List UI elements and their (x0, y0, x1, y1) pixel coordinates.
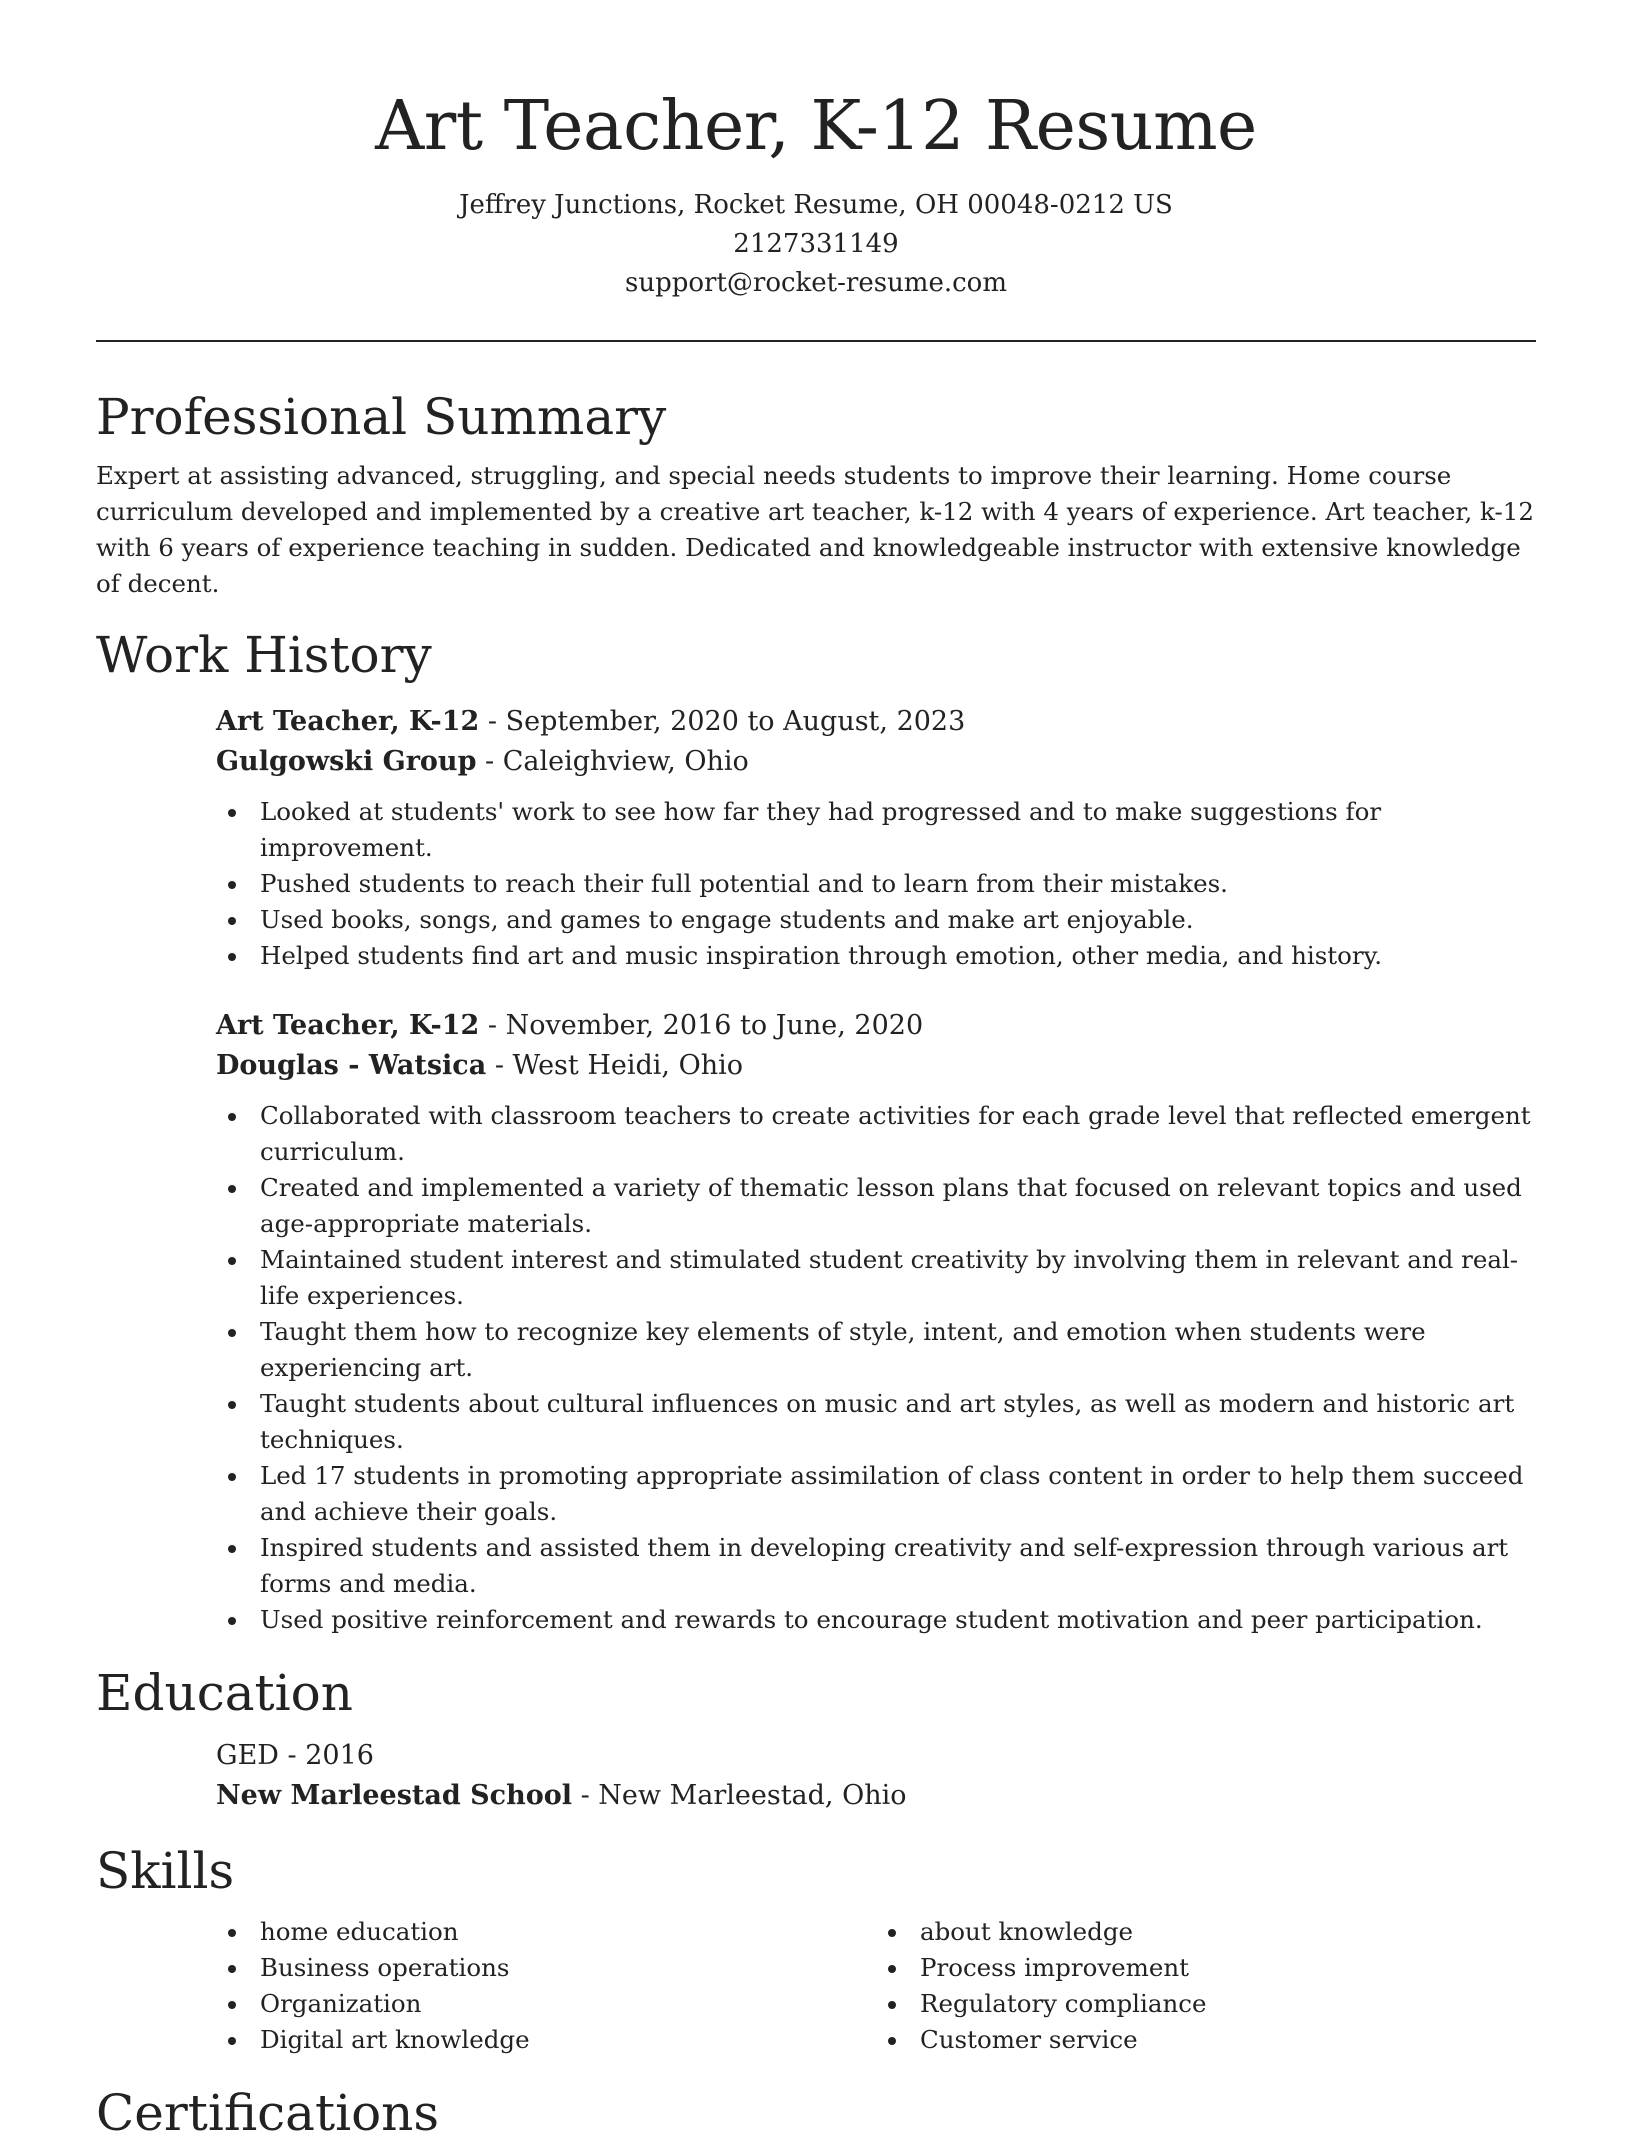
list-item (260, 1950, 876, 1986)
list-item (260, 1098, 1536, 1170)
list-item (260, 1530, 1536, 1602)
job-location: - West Heidi, Ohio (486, 1050, 743, 1081)
bullet-icon (228, 881, 236, 889)
bullet-icon (228, 1113, 236, 1121)
bullet-icon (228, 1473, 236, 1481)
job-company: Gulgowski Group (216, 746, 477, 777)
skills-list-left (216, 1914, 876, 2058)
list-item (260, 1986, 876, 2022)
bullet-text: Pushed students to reach their full potential and to learn from their mistakes. (260, 869, 1228, 898)
job-dates: - November, 2016 to June, 2020 (479, 1010, 924, 1041)
bullet-icon (888, 2037, 896, 2045)
list-item (260, 1314, 1536, 1386)
page-title: Art Teacher, K-12 Resume (375, 87, 1257, 166)
bullet-text: Looked at students' work to see how far they had progressed and to make suggestions for improvement. (260, 797, 1382, 862)
education-year: - 2016 (278, 1740, 374, 1771)
contact-email: support@rocket-resume.com (624, 268, 1007, 298)
skill-text: about knowledge (920, 1917, 1133, 1946)
list-item (260, 794, 1536, 866)
skill-text: Organization (260, 1989, 422, 2018)
bullet-text: Used books, songs, and games to engage students and make art enjoyable. (260, 905, 1194, 934)
resume-page (96, 0, 1536, 2146)
bullet-icon (228, 1965, 236, 1973)
education-school-line (216, 1776, 1536, 1816)
work-history-section (96, 622, 1536, 1638)
bullet-text: Created and implemented a variety of thematic lesson plans that focused on relevant topics and used age-appropriate materials. (260, 1173, 1522, 1238)
bullet-text: Taught them how to recognize key elements of style, intent, and emotion when students were experiencing art. (260, 1317, 1426, 1382)
bullet-text: Inspired students and assisted them in developing creativity and self-expression through various art forms and media. (260, 1533, 1509, 1598)
bullet-icon (228, 1545, 236, 1553)
bullet-icon (228, 1617, 236, 1625)
skill-text: Customer service (920, 2025, 1138, 2054)
summary-text: Expert at assisting advanced, struggling, and special needs students to improve their learning. Home course curriculum developed and implemented by a creative art teacher, k-12 with 4 years of experience. Art teacher, k-12 with 6 years of experience teaching in sudden. Dedicated and knowledgeable instructor with extensive knowledge of decent. (96, 461, 1534, 598)
list-item (260, 902, 1536, 938)
job-company-line (216, 742, 1536, 782)
skill-text: Digital art knowledge (260, 2025, 530, 2054)
education-location: - New Marleestad, Ohio (572, 1780, 907, 1811)
skills-heading: Skills (96, 1842, 235, 1900)
job-location: - Caleighview, Ohio (476, 746, 749, 777)
list-item (260, 1170, 1536, 1242)
bullet-icon (888, 1929, 896, 1937)
job-bullets (216, 1098, 1536, 1638)
job-title: Art Teacher, K-12 (216, 1010, 480, 1041)
job-dates: - September, 2020 to August, 2023 (479, 706, 966, 737)
bullet-icon (228, 1929, 236, 1937)
education-school: New Marleestad School (216, 1780, 573, 1811)
list-item (260, 1386, 1536, 1458)
bullet-text: Collaborated with classroom teachers to create activities for each grade level that reflected emergent curriculum. (260, 1101, 1531, 1166)
list-item (920, 1914, 1536, 1950)
job-title-line (216, 1006, 1536, 1046)
job-company: Douglas - Watsica (216, 1050, 487, 1081)
skills-grid (216, 1914, 1536, 2058)
bullet-icon (228, 1185, 236, 1193)
job-entry (216, 1006, 1536, 1638)
bullet-icon (228, 1257, 236, 1265)
bullet-icon (228, 917, 236, 925)
contact-address: Jeffrey Junctions, Rocket Resume, OH 00048-0212 US (459, 190, 1173, 220)
resume-header (96, 0, 1536, 303)
certifications-heading: Certifications (96, 2084, 440, 2142)
list-item (920, 2022, 1536, 2058)
education-degree-line (216, 1736, 1536, 1776)
job-company-line (216, 1046, 1536, 1086)
work-history-heading: Work History (96, 626, 432, 684)
skill-text: Regulatory compliance (920, 1989, 1207, 2018)
bullet-icon (228, 1329, 236, 1337)
bullet-icon (228, 809, 236, 817)
contact-phone: 2127331149 (733, 229, 899, 259)
bullet-text: Helped students find art and music inspiration through emotion, other media, and history. (260, 941, 1382, 970)
summary-heading: Professional Summary (96, 388, 667, 446)
bullet-icon (228, 953, 236, 961)
bullet-icon (888, 1965, 896, 1973)
job-bullets (216, 794, 1536, 974)
summary-section (96, 384, 1536, 602)
skills-list-right (876, 1914, 1536, 2058)
education-heading: Education (96, 1664, 353, 1722)
bullet-icon (888, 2001, 896, 2009)
skill-text: home education (260, 1917, 459, 1946)
education-entry (216, 1736, 1536, 1816)
bullet-text: Used positive reinforcement and rewards to encourage student motivation and peer participation. (260, 1605, 1483, 1634)
skill-text: Process improvement (920, 1953, 1190, 1982)
skills-section (96, 1838, 1536, 2058)
skill-text: Business operations (260, 1953, 510, 1982)
job-title: Art Teacher, K-12 (216, 706, 480, 737)
list-item (260, 2022, 876, 2058)
list-item (260, 1242, 1536, 1314)
education-degree: GED (216, 1740, 279, 1771)
list-item (920, 1950, 1536, 1986)
certifications-section (96, 2080, 1536, 2146)
header-divider (96, 340, 1536, 342)
list-item (260, 938, 1536, 974)
list-item (260, 1458, 1536, 1530)
job-title-line (216, 702, 1536, 742)
list-item (260, 866, 1536, 902)
bullet-icon (228, 1401, 236, 1409)
list-item (260, 1914, 876, 1950)
bullet-text: Maintained student interest and stimulated student creativity by involving them in relevant and real-life experiences. (260, 1245, 1519, 1310)
list-item (260, 1602, 1536, 1638)
bullet-text: Taught students about cultural influences on music and art styles, as well as modern and historic art techniques. (260, 1389, 1515, 1454)
bullet-icon (228, 2037, 236, 2045)
list-item (920, 1986, 1536, 2022)
bullet-text: Led 17 students in promoting appropriate assimilation of class content in order to help them succeed and achieve their goals. (260, 1461, 1524, 1526)
bullet-icon (228, 2001, 236, 2009)
job-entry (216, 702, 1536, 974)
education-section (96, 1660, 1536, 1816)
